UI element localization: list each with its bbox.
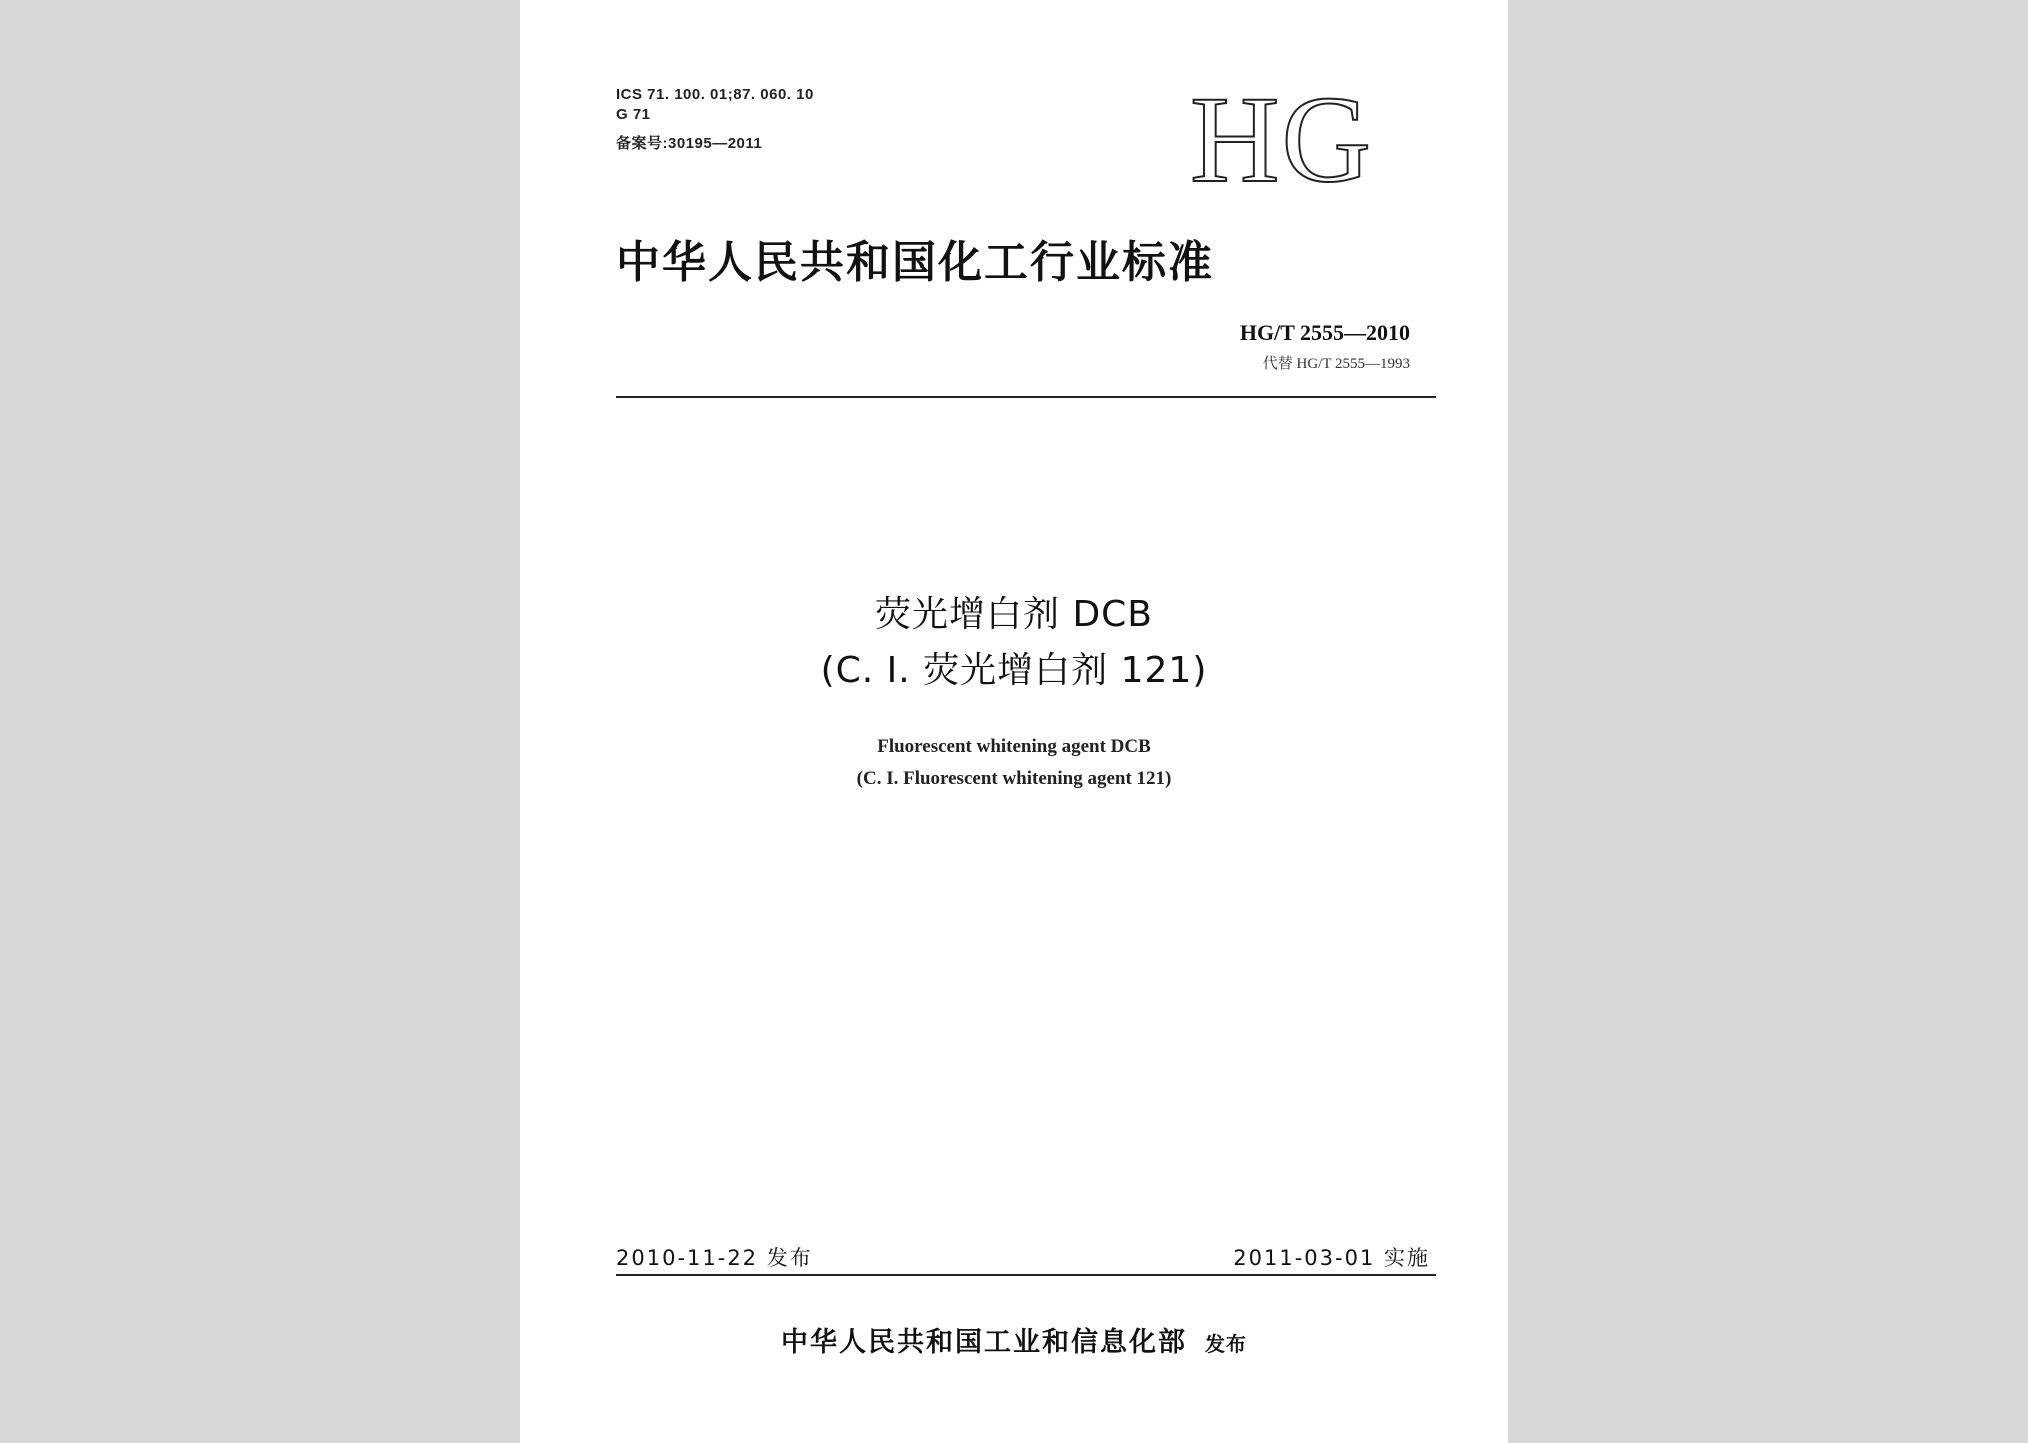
classification-code: G 71 [616, 106, 651, 123]
title-en-line1: Fluorescent whitening agent DCB [877, 736, 1151, 757]
standard-title: 中华人民共和国化工行业标准 [616, 237, 1214, 288]
implementation-date: 2011-03-01 实施 [1233, 1246, 1430, 1270]
issue-date: 2010-11-22 发布 [616, 1246, 813, 1270]
filing-number: 备案号:30195—2011 [616, 135, 763, 152]
title-cn-line1: 荧光增白剂 DCB [875, 594, 1153, 635]
bottom-divider [616, 1274, 1436, 1276]
publisher-name: 中华人民共和国工业和信息化部 [781, 1327, 1187, 1358]
title-cn-line2: (C. I. 荧光增白剂 121) [820, 650, 1208, 691]
top-divider [616, 396, 1436, 398]
hg-logo: HG [1190, 71, 1374, 208]
document-page [520, 0, 1508, 1443]
ics-code: ICS 71. 100. 01;87. 060. 10 [616, 86, 814, 103]
publisher-line [520, 1320, 1508, 1359]
publisher-verb: 发布 [1205, 1332, 1247, 1356]
title-en-line2: (C. I. Fluorescent whitening agent 121) [856, 768, 1172, 789]
standard-number: HG/T 2555—2010 [1239, 320, 1410, 345]
replaces-standard: 代替 HG/T 2555—1993 [1262, 356, 1410, 372]
